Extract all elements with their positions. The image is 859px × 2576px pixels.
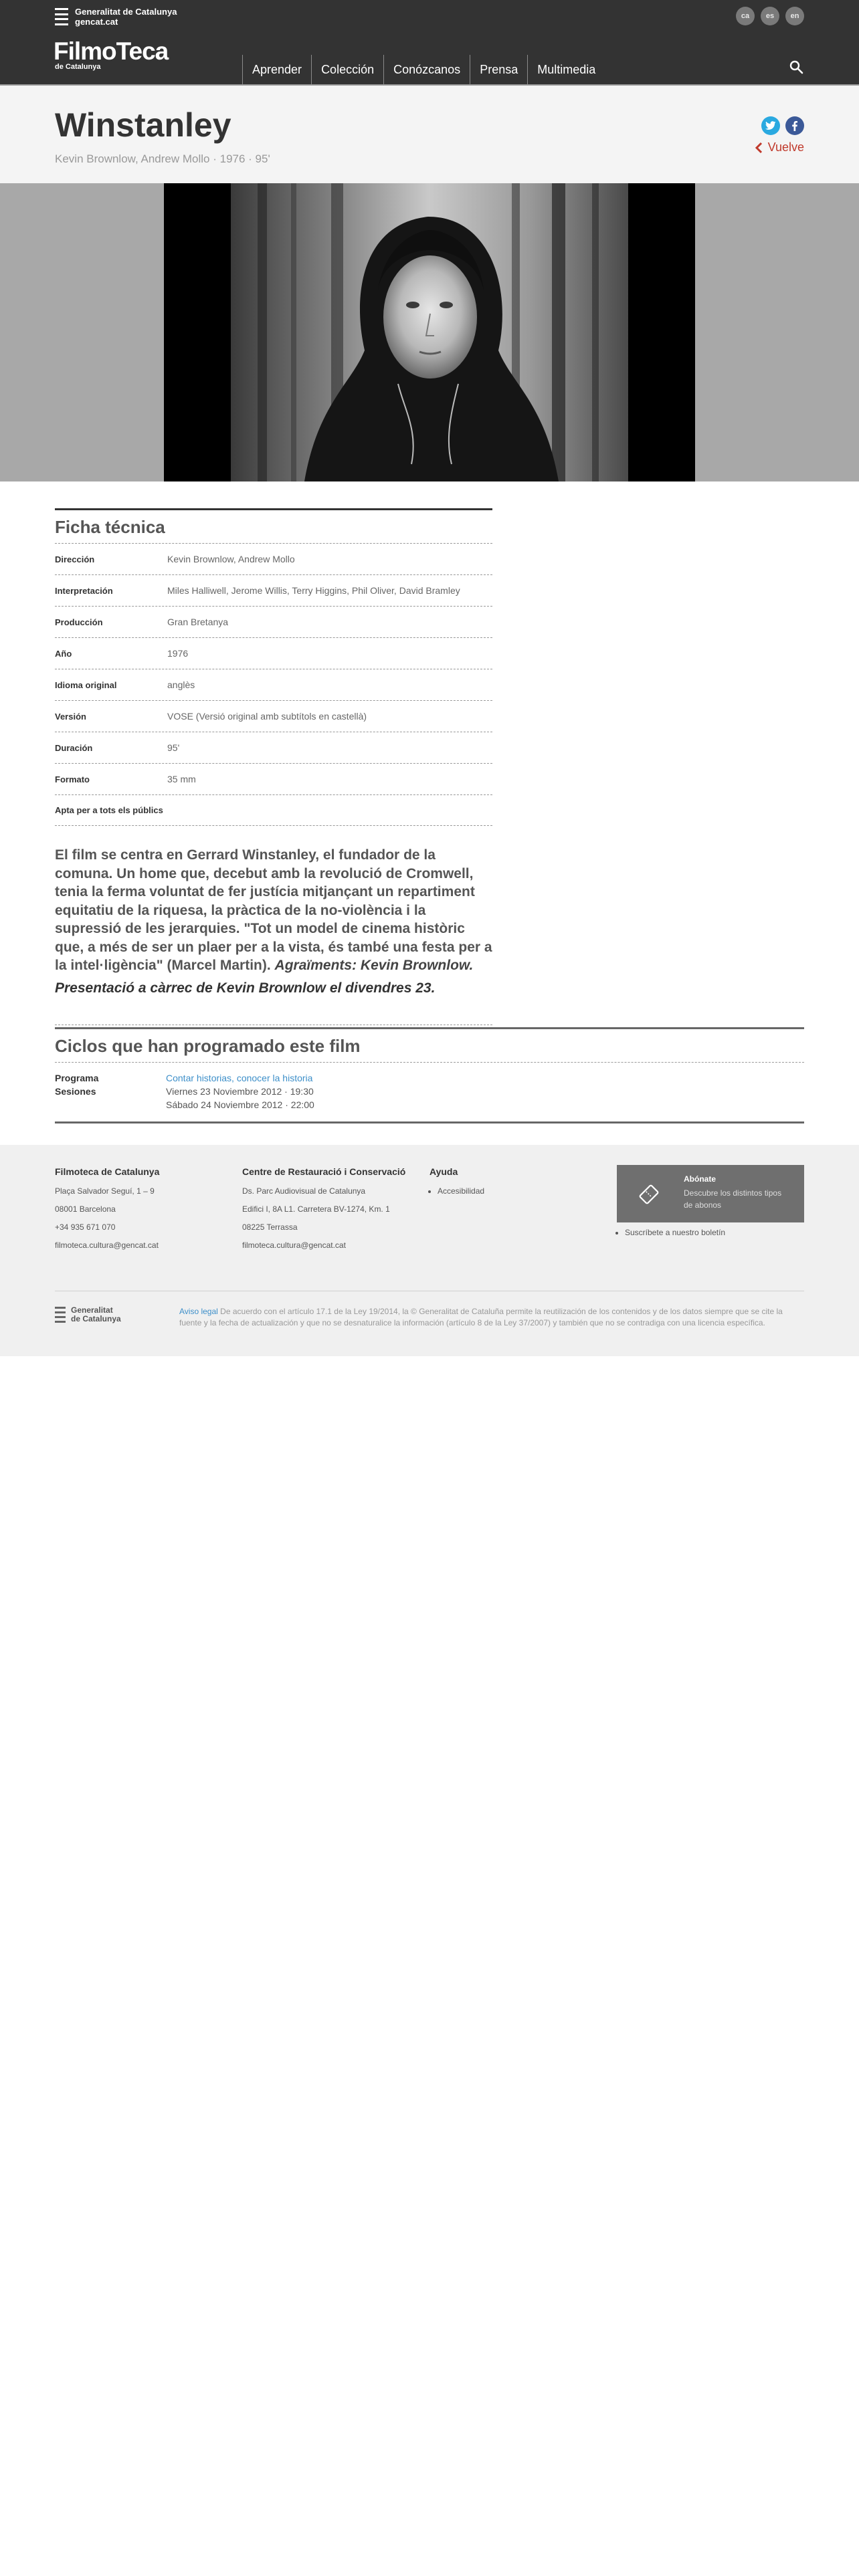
- nav-conozcanos[interactable]: Conózcanos: [383, 55, 470, 84]
- ficha-key: Idioma original: [55, 679, 117, 690]
- ciclos-divider: [55, 1121, 804, 1123]
- sesiones-label: Sesiones: [55, 1086, 96, 1097]
- ficha-row-duracion: [55, 732, 492, 763]
- gencat-line2: gencat.cat: [75, 17, 118, 27]
- ficha-value: 95': [167, 742, 180, 753]
- programa-link[interactable]: Contar historias, conocer la historia: [166, 1073, 313, 1083]
- legal-text: De acuerdo con el artículo 17.1 de la Ley 19/2014, la © Generalitat de Cataluña permite la reutilización de los contenidos y de los datos siempre que se cite la fuente y la fecha de actualización y que no se desnaturalice la información (artículo 8 de la Ley 37/2007) y también que no se contradiga con una licencia específica.: [179, 1307, 783, 1327]
- ficha-key: Interpretación: [55, 585, 113, 596]
- ficha-value: Miles Halliwell, Jerome Willis, Terry Higgins, Phil Oliver, David Bramley: [167, 585, 460, 596]
- abonate-title: Abónate: [684, 1174, 716, 1184]
- synopsis-text: El film se centra en Gerrard Winstanley, el fundador de la comuna. Un home que, decebut amb la revolució de Cromwell, tenia la ferma voluntat de fer justícia mitjançant un repartiment equitatiu de la riquesa, la pràctica de la no-violència i la supressió de les jerarquies. "Tot un model de cinema històric que, a més de ser un plaer per a la vista, és també una festa per a la intel·ligència" (Marcel Martin).: [55, 847, 492, 973]
- footer-address: Edifici I, 8A L1. Carretera BV-1274, Km. 1: [242, 1204, 390, 1214]
- lang-en[interactable]: en: [785, 7, 804, 25]
- ficha-row-direccion: [55, 543, 492, 574]
- gencat-footer-line1: Generalitat: [71, 1305, 113, 1315]
- ciclos-title: Ciclos que han programado este film: [55, 1029, 804, 1063]
- gencat-logo-icon: [55, 1307, 66, 1323]
- gencat-footer-line2: de Catalunya: [71, 1314, 121, 1323]
- session-item: Viernes 23 Noviembre 2012 · 19:30: [166, 1086, 314, 1097]
- footer-col-title: Filmoteca de Catalunya: [55, 1166, 160, 1177]
- acknowledgements: Agraïments: Kevin Brownlow.: [274, 958, 474, 973]
- ficha-row-apta: [55, 794, 492, 826]
- back-link[interactable]: [755, 140, 804, 154]
- ciclos-section: [55, 1027, 804, 1123]
- gencat-line1: Generalitat de Catalunya: [75, 7, 177, 17]
- gencat-text: [75, 7, 177, 27]
- film-synopsis: [55, 846, 492, 975]
- footer-col-ayuda: [430, 1166, 484, 1196]
- footer-address: Plaça Salvador Seguí, 1 – 9: [55, 1186, 155, 1196]
- gencat-footer-logo[interactable]: [55, 1306, 121, 1323]
- footer-city: 08001 Barcelona: [55, 1204, 116, 1214]
- aviso-legal-link[interactable]: Aviso legal: [179, 1307, 218, 1316]
- film-subtitle: Kevin Brownlow, Andrew Mollo · 1976 · 95': [55, 152, 270, 165]
- search-icon[interactable]: [788, 59, 804, 75]
- ficha-key: Dirección: [55, 554, 95, 564]
- ficha-key: Duración: [55, 742, 93, 753]
- twitter-icon[interactable]: [761, 116, 780, 135]
- nav-prensa[interactable]: Prensa: [470, 55, 527, 84]
- brand-main: FilmoTeca: [54, 37, 169, 65]
- ficha-row-produccion: [55, 606, 492, 637]
- chevron-left-icon: [755, 142, 763, 154]
- nav-multimedia[interactable]: Multimedia: [527, 55, 605, 84]
- page-title: Winstanley: [55, 106, 231, 144]
- gencat-logo-icon: [55, 8, 68, 25]
- back-label: Vuelve: [767, 140, 804, 154]
- ficha-row-version: [55, 700, 492, 732]
- abonate-banner[interactable]: [617, 1165, 804, 1222]
- nav-coleccion[interactable]: Colección: [311, 55, 383, 84]
- language-switcher: [736, 7, 804, 25]
- film-still-image: [164, 183, 695, 481]
- film-title-band: [0, 84, 859, 183]
- brand-sub: de Catalunya: [55, 63, 101, 71]
- abonate-text: Descubre los distintos tipos de abonos: [684, 1188, 782, 1210]
- footer-col-filmoteca: [55, 1166, 159, 1259]
- filmoteca-logo[interactable]: [54, 39, 168, 71]
- ficha-value: 35 mm: [167, 774, 196, 784]
- footer-col-centre: [242, 1166, 405, 1259]
- ficha-row-ano: [55, 637, 492, 669]
- ficha-key: Apta per a tots els públics: [55, 805, 163, 815]
- footer-link-accesibilidad[interactable]: • Accesibilidad: [438, 1186, 484, 1196]
- main-nav: [242, 55, 605, 84]
- session-item: Sábado 24 Noviembre 2012 · 22:00: [166, 1099, 314, 1110]
- ficha-key: Formato: [55, 774, 90, 784]
- ficha-value: Gran Bretanya: [167, 617, 229, 627]
- nav-aprender[interactable]: Aprender: [242, 55, 311, 84]
- ticket-icon: [636, 1181, 662, 1208]
- ficha-row-formato: [55, 763, 492, 794]
- ficha-tecnica: [55, 508, 492, 1025]
- newsletter-link[interactable]: • Suscríbete a nuestro boletín: [625, 1228, 725, 1237]
- footer-bottom: [55, 1291, 804, 1327]
- newsletter-list: [625, 1228, 725, 1237]
- footer-col-title: Ayuda: [430, 1166, 458, 1177]
- site-header: [0, 0, 859, 84]
- ficha-row-idioma: [55, 669, 492, 700]
- ficha-value: Kevin Brownlow, Andrew Mollo: [167, 554, 295, 564]
- share-buttons: [761, 116, 804, 135]
- legal-notice: [179, 1306, 804, 1329]
- footer-address: Ds. Parc Audiovisual de Catalunya: [242, 1186, 366, 1196]
- hero-band: [0, 183, 859, 481]
- programa-label: Programa: [55, 1073, 99, 1083]
- ficha-key: Producción: [55, 617, 103, 627]
- lang-ca[interactable]: ca: [736, 7, 755, 25]
- footer-email[interactable]: filmoteca.cultura@gencat.cat: [55, 1241, 159, 1250]
- footer-city: 08225 Terrassa: [242, 1222, 298, 1232]
- footer-email[interactable]: filmoteca.cultura@gencat.cat: [242, 1241, 346, 1250]
- lang-es[interactable]: es: [761, 7, 779, 25]
- footer-col-title: Centre de Restauració i Conservació: [242, 1166, 406, 1177]
- ficha-value: 1976: [167, 648, 189, 659]
- ficha-value: anglès: [167, 679, 195, 690]
- ciclo-details: [55, 1063, 804, 1117]
- ficha-row-interpretacion: [55, 574, 492, 606]
- footer-phone[interactable]: +34 935 671 070: [55, 1222, 116, 1232]
- ficha-title: Ficha técnica: [55, 517, 165, 537]
- gencat-link[interactable]: [55, 7, 177, 27]
- site-footer: [0, 1145, 859, 1356]
- ficha-key: Año: [55, 648, 72, 659]
- ficha-value: VOSE (Versió original amb subtítols en castellà): [167, 711, 367, 722]
- presentation-note: Presentació a càrrec de Kevin Brownlow el divendres 23.: [55, 980, 436, 996]
- facebook-icon[interactable]: [785, 116, 804, 135]
- ficha-key: Versión: [55, 711, 86, 722]
